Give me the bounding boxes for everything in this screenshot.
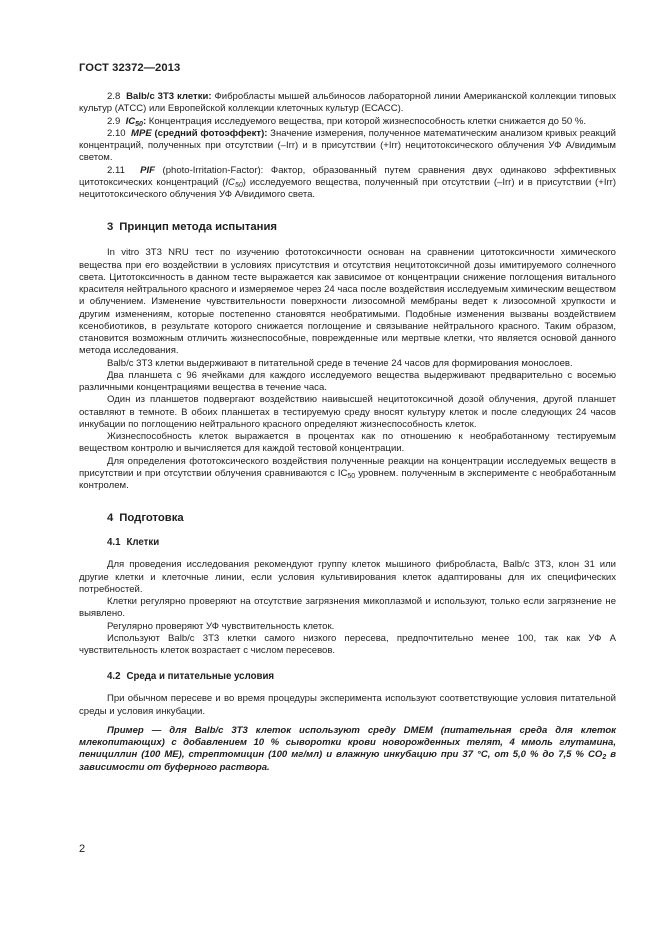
subsection-title: Клетки bbox=[126, 537, 160, 549]
term-colon: : bbox=[142, 115, 147, 127]
definition-text: Фибробласты мышей альбиносов лабораторной линии Американской коллекции типовых культур (АТСС) или Европейской коллекции клеточных культур (ЕСАСС). bbox=[79, 91, 616, 115]
section-number: 3 bbox=[107, 221, 114, 234]
paragraph: In vitro 3T3 NRU тест по изучению фототоксичности основан на сравнении цитотоксичности химического вещества при его воздействии в условиях присутствия и отсутствия нецитотоксичной дозы имитируемого солнечного света. Цитотоксичность в данном тесте выражается как зависимое от концентрации снижение поглощения витального красителя нейтрального красного и измеряемое через 24 часа после воздействия исследуемым химическим веществом и облучением. Изменение чувствительности поверхности лизосомной мембраны ведет к лизосомной хрупкости и другим изменениям, которые постепенно становятся необратимыми. Подобные изменения вызваны воздействием ксенобиотиков, в результате которого снижается поглощение и связывание нейтрального красного. Таким образом, становится возможным отличить жизнеспособные, поврежденные или мертвые клетки, что является основой данного метода исследования. bbox=[79, 247, 616, 357]
term: IC bbox=[125, 115, 136, 127]
term: Balb/c 3T3 клетки: bbox=[126, 91, 212, 102]
term: PIF bbox=[140, 164, 155, 176]
definition-2-10 bbox=[79, 128, 616, 165]
paragraph: Используют Balb/c 3T3 клетки самого низкого пересева, предпочтительно менее 100, так как УФ А чувствительность клеток возрастает с числом пересевов. bbox=[79, 632, 616, 656]
paragraph: Два планшета с 96 ячейками для каждого исследуемого вещества выдерживают предварительно с восемью различными концентрациями вещества в течение часа. bbox=[79, 369, 616, 393]
document-body bbox=[79, 91, 616, 774]
term-expansion: (средний фотоэффект): bbox=[151, 127, 268, 139]
paragraph: Клетки регулярно проверяют на отсутствие загрязнения микоплазмой и используют, только если загрязнение не выявлено. bbox=[79, 596, 616, 620]
definition-text: (photo-Irritation-Factor): Фактор, образованный путем сравнения двух одинаково эффективных цитотоксических концентраций ( bbox=[79, 164, 616, 188]
paragraph bbox=[79, 456, 616, 493]
clause-number: 2.8 bbox=[107, 91, 121, 102]
example-text-cont: в зависимости от буферного раствора. bbox=[79, 749, 616, 773]
example-text: Пример — для Balb/c 3T3 клеток используют среду DMEM (питательная среда для клеток млекопитающих) с добавлением 10 % сыворотки крови новорожденных телят, 4 ммоль глутамина, пенициллин (100 МЕ), стрептомицин (100 мг/мл) и влажную инкубацию при 37 °С, от 5,0 % до 7,5 % CO bbox=[79, 724, 616, 761]
paragraph: Для проведения исследования рекомендуют группу клеток мышиного фибробласта, Balb/c 3T3, клон 31 или другие клетки и клеточные линии, если условия культивирования клеток адаптированы для их специфических потребностей. bbox=[79, 559, 616, 595]
clause-number: 2.11 bbox=[107, 164, 125, 176]
subsection-number: 4.2 bbox=[107, 671, 121, 683]
term-subscript: 50 bbox=[135, 120, 143, 128]
section-title: Принцип метода испытания bbox=[119, 221, 278, 234]
subsection-number: 4.1 bbox=[107, 537, 121, 549]
definition-text: Значение измерения, полученное математическим анализом кривых реакций концентраций, полученных при отсутствии (–Irr) и в присутствии (+Irr) нецитотоксического облучения УФ А/видимым светом. bbox=[79, 127, 616, 164]
clause-number: 2.9 bbox=[107, 115, 121, 127]
section-number: 4 bbox=[107, 512, 114, 525]
co2-subscript: 2 bbox=[602, 754, 607, 762]
definition-text: Концентрация исследуемого вещества, при которой жизнеспособность клетки снижается до 50 %. bbox=[146, 115, 586, 127]
page-number: 2 bbox=[79, 843, 86, 855]
paragraph-text: Для определения фототоксического воздействия полученные реакции на концентрации исследуемых веществ в присутствии и при отсутствии облучения сравниваются с IC bbox=[79, 455, 616, 479]
paragraph-text-cont: уровнем. полученным в эксперименте с необработанным контролем. bbox=[79, 467, 616, 491]
paragraph: Balb/c 3T3 клетки выдерживают в питательной среде в течение 24 часов для формирования монослоев. bbox=[107, 357, 573, 369]
definition-2-8 bbox=[79, 91, 616, 116]
term: MPE bbox=[131, 127, 152, 139]
inline-symbol: IC bbox=[225, 176, 235, 188]
paragraph: Один из планшетов подвергают воздействию наивысшей нецитотоксичной дозой облучения, другой планшет оставляют в темноте. В обоих планшетах в тестируемую среду вносят культуру клеток и после следующих 24 часов инкубации по поглощению нейтрального красного определяют жизнеспособность клеток. bbox=[79, 394, 616, 430]
paragraph: Регулярно проверяют УФ чувствительность клеток. bbox=[107, 620, 335, 632]
subsection-4-1-heading bbox=[107, 537, 616, 549]
definition-text-cont: ) исследуемого вещества, полученный при отсутствии (–Irr) и в присутствии (+Irr) нецитотоксического облучения УФ А/видимого света. bbox=[79, 176, 617, 200]
document-header: ГОСТ 32372—2013 bbox=[79, 62, 181, 74]
subsection-title: Среда и питательные условия bbox=[126, 671, 275, 683]
ic-subscript: 50 bbox=[347, 472, 356, 480]
section-title: Подготовка bbox=[119, 512, 184, 525]
inline-subscript: 50 bbox=[234, 181, 243, 189]
section-3-heading bbox=[107, 220, 616, 234]
definition-2-11 bbox=[79, 165, 616, 202]
subsection-4-2-heading bbox=[107, 671, 616, 683]
section-4-heading bbox=[107, 511, 616, 525]
clause-number: 2.10 bbox=[107, 127, 126, 139]
example-note bbox=[79, 725, 616, 774]
definition-2-9 bbox=[79, 116, 616, 128]
paragraph: Жизнеспособность клеток выражается в процентах как по отношению к необработанному тестируемым веществом контролю и вычисляется для каждой тестовой концентрации. bbox=[79, 431, 616, 455]
paragraph: При обычном пересеве и во время процедуры эксперимента используют соответствующие условия питательной среды и условия инкубации. bbox=[79, 693, 616, 717]
